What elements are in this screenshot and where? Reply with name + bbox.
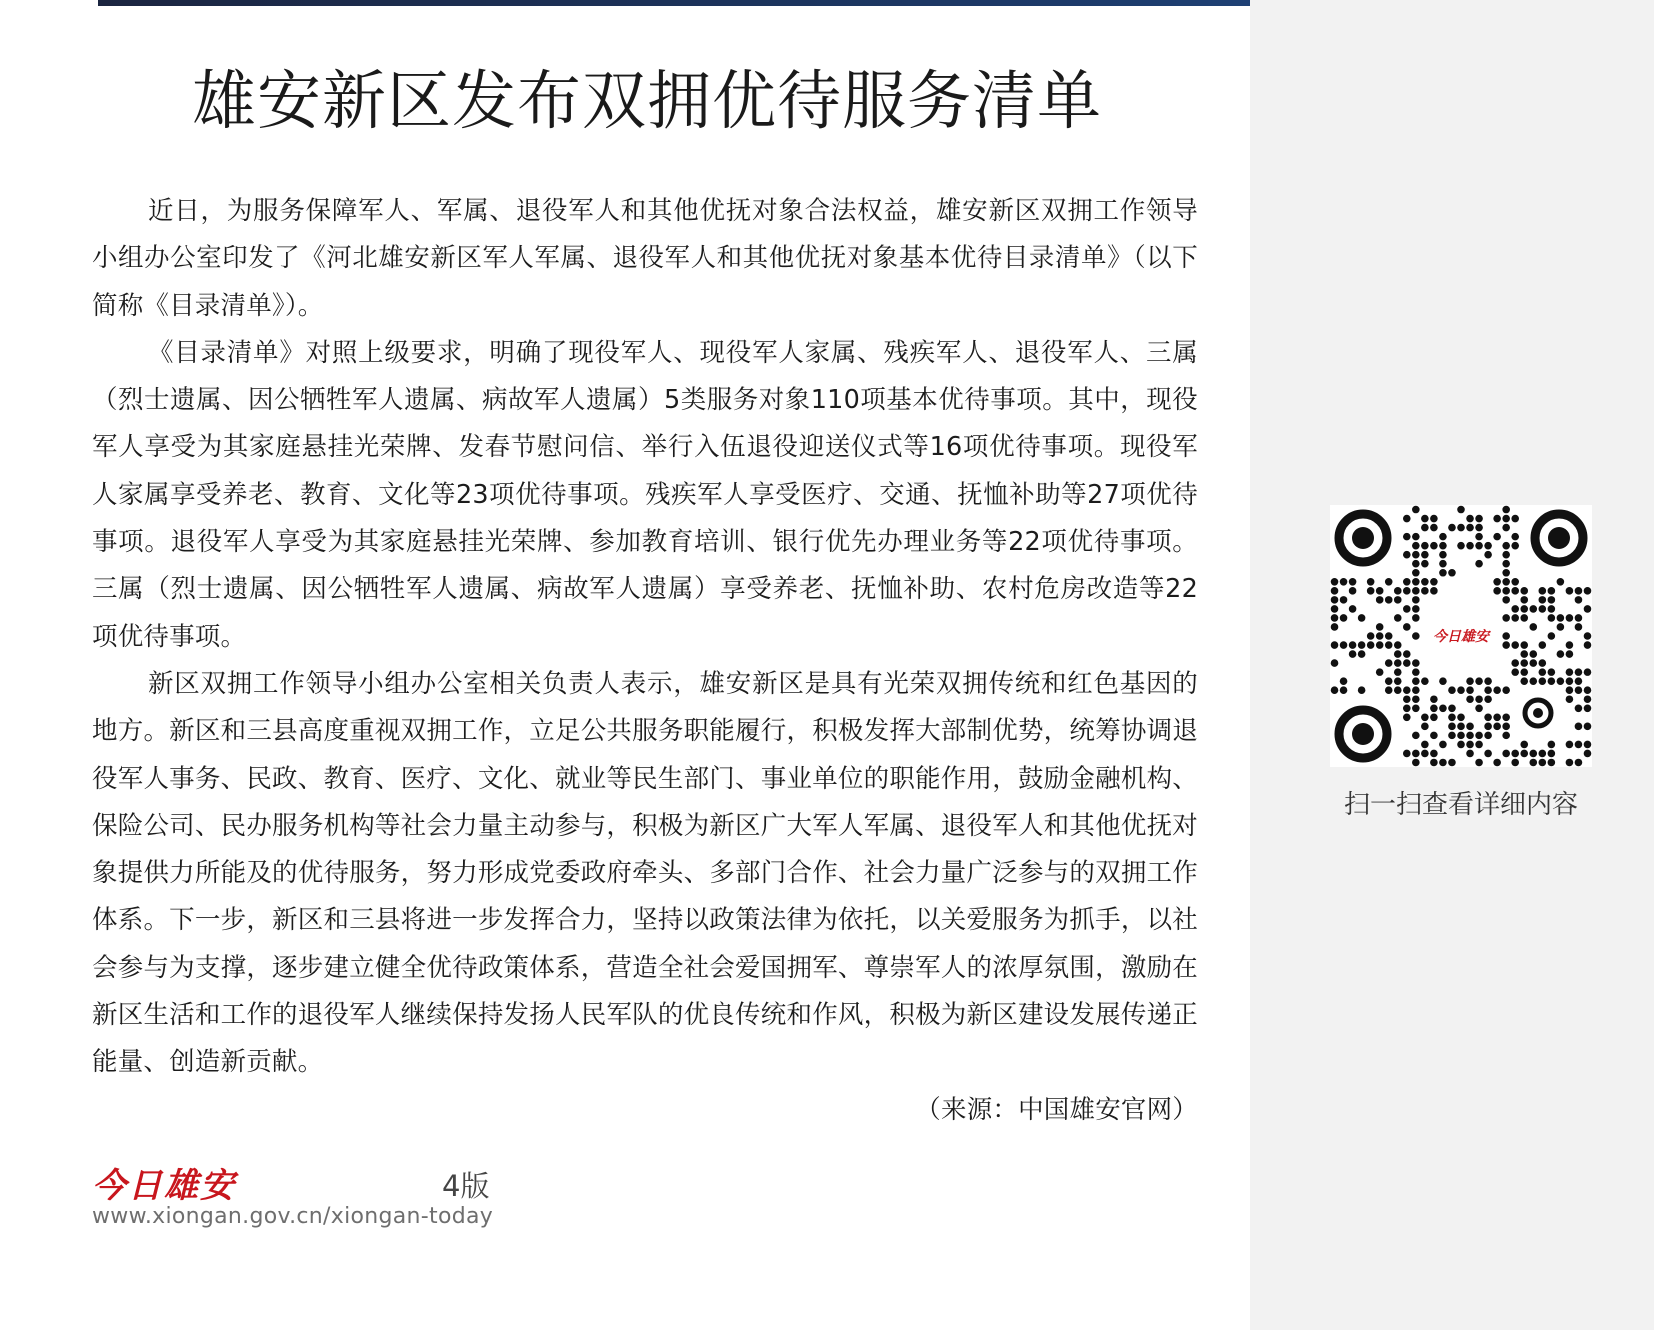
qr-module-dot [1421, 714, 1429, 722]
qr-module-dot [1484, 732, 1492, 740]
qr-module-dot [1520, 596, 1528, 604]
qr-module-dot [1584, 632, 1592, 640]
qr-module-dot [1448, 524, 1456, 532]
qr-module-dot [1539, 641, 1547, 649]
qr-module-dot [1502, 686, 1510, 694]
qr-module-dot [1466, 686, 1474, 694]
qr-module-dot [1448, 704, 1456, 712]
qr-module-dot [1430, 524, 1438, 532]
qr-module-dot [1403, 551, 1411, 559]
qr-module-dot [1575, 759, 1583, 767]
article-paragraph-3: 新区双拥工作领导小组办公室相关负责人表示，雄安新区是具有光荣双拥传统和红色基因的地方。新区和三县高度重视双拥工作，立足公共服务职能履行，积极发挥大部制优势，统筹协调退役军人事务、民政、教育、医疗、文化、就业等民生部门、事业单位的职能作用，鼓励金融机构、保险公司、民办服务机构等社会力量主动参与，积极为新区广大军人军属、退役军人和其他优抚对象提供力所能及的优待服务，努力形成党委政府牵头、多部门合作、社会力量广泛参与的双拥工作体系。下一步，新区和三县将进一步发挥合力，坚持以政策法律为依托，以关爱服务为抓手，以社会参与为支撑，逐步建立健全优待政策体系，营造全社会爱国拥军、尊崇军人的浓厚氛围，激励在新区生活和工作的退役军人继续保持发扬人民军队的优良传统和作风，积极为新区建设发展传递正能量、创造新贡献。 [92, 668, 1198, 1078]
qr-module-dot [1548, 596, 1556, 604]
qr-module-dot [1520, 668, 1528, 676]
qr-module-dot [1502, 750, 1510, 758]
qr-module-dot [1349, 605, 1357, 613]
qr-module-dot [1439, 677, 1447, 685]
qr-module-dot [1331, 659, 1339, 667]
qr-module-dot [1412, 614, 1420, 622]
article-body [92, 188, 1198, 1134]
qr-module-dot [1349, 587, 1357, 595]
qr-module-dot [1340, 578, 1348, 586]
qr-module-dot [1331, 587, 1339, 595]
qr-module-dot [1439, 569, 1447, 577]
qr-module-dot [1502, 587, 1510, 595]
qr-module-dot [1548, 587, 1556, 595]
qr-module-dot [1484, 750, 1492, 758]
qr-module-dot [1575, 668, 1583, 676]
qr-module-dot [1584, 704, 1592, 712]
qr-module-dot [1566, 587, 1574, 595]
qr-module-dot [1412, 732, 1420, 740]
qr-module-dot [1502, 732, 1510, 740]
qr-module-dot [1439, 741, 1447, 749]
article-title: 雄安新区发布双拥优待服务清单 [192, 65, 1102, 139]
qr-module-dot [1421, 560, 1429, 568]
qr-module-dot [1520, 750, 1528, 758]
qr-module-dot [1466, 677, 1474, 685]
qr-module-dot [1331, 641, 1339, 649]
qr-module-dot [1394, 677, 1402, 685]
qr-module-dot [1376, 623, 1384, 631]
qr-module-dot [1340, 614, 1348, 622]
qr-module-dot [1421, 542, 1429, 550]
qr-module-dot [1584, 723, 1592, 731]
qr-module-dot [1412, 704, 1420, 712]
qr-module-dot [1548, 741, 1556, 749]
qr-module-dot [1430, 515, 1438, 523]
qr-module-dot [1584, 587, 1592, 595]
qr-module-dot [1584, 668, 1592, 676]
qr-module-dot [1421, 524, 1429, 532]
qr-module-dot [1385, 596, 1393, 604]
qr-module-dot [1394, 686, 1402, 694]
qr-module-dot [1566, 650, 1574, 658]
qr-module-dot [1475, 515, 1483, 523]
qr-module-dot [1575, 596, 1583, 604]
qr-module-dot [1349, 650, 1357, 658]
qr-module-dot [1584, 641, 1592, 649]
qr-module-dot [1457, 732, 1465, 740]
qr-module-dot [1412, 605, 1420, 613]
qr-module-dot [1511, 578, 1519, 586]
qr-module-dot [1385, 641, 1393, 649]
qr-module-dot [1520, 587, 1528, 595]
qr-module-dot [1403, 695, 1411, 703]
qr-module-dot [1412, 759, 1420, 767]
article-paragraph-2: 《目录清单》对照上级要求，明确了现役军人、现役军人家属、残疾军人、退役军人、三属（烈士遗属、因公牺牲军人遗属、病故军人遗属）5类服务对象110项基本优待事项。其中，现役军人享受为其家庭悬挂光荣牌、发春节慰问信、举行入伍退役迎送仪式等16项优待事项。现役军人家属享受养老、教育、文化等23项优待事项。残疾军人享受医疗、交通、抚恤补助等27项优待事项。退役军人享受为其家庭悬挂光荣牌、参加教育培训、银行优先办理业务等22项优待事项。三属（烈士遗属、因公牺牲军人遗属、病故军人遗属）享受养老、抚恤补助、农村危房改造等22项优待事项。 [92, 337, 1198, 652]
qr-module-dot [1412, 542, 1420, 550]
qr-module-dot [1548, 614, 1556, 622]
qr-module-dot [1421, 750, 1429, 758]
qr-module-dot [1511, 659, 1519, 667]
qr-module-dot [1421, 578, 1429, 586]
qr-module-dot [1376, 641, 1384, 649]
qr-module-dot [1475, 704, 1483, 712]
qr-module-dot [1502, 569, 1510, 577]
qr-module-dot [1566, 759, 1574, 767]
qr-module-dot [1466, 515, 1474, 523]
qr-module-dot [1421, 677, 1429, 685]
qr-module-dot [1430, 759, 1438, 767]
qr-module-dot [1493, 686, 1501, 694]
qr-module-dot [1430, 542, 1438, 550]
qr-module-dot [1403, 659, 1411, 667]
qr-module-dot [1403, 533, 1411, 541]
qr-module-dot [1539, 750, 1547, 758]
qr-module-dot [1394, 596, 1402, 604]
qr-module-dot [1466, 542, 1474, 550]
qr-module-dot [1484, 677, 1492, 685]
qr-module-dot [1421, 587, 1429, 595]
qr-module-dot [1403, 704, 1411, 712]
qr-module-dot [1502, 515, 1510, 523]
qr-module-dot [1385, 578, 1393, 586]
qr-module-dot [1529, 677, 1537, 685]
qr-module-dot [1412, 659, 1420, 667]
qr-module-dot [1439, 551, 1447, 559]
qr-module-dot [1493, 723, 1501, 731]
qr-module-dot [1412, 578, 1420, 586]
qr-module-dot [1403, 515, 1411, 523]
qr-module-dot [1575, 704, 1583, 712]
qr-module-dot [1557, 650, 1565, 658]
qr-module-dot [1412, 506, 1420, 514]
qr-module-dot [1376, 668, 1384, 676]
qr-module-dot [1421, 723, 1429, 731]
qr-module-dot [1493, 714, 1501, 722]
qr-module-dot [1385, 686, 1393, 694]
qr-module-dot [1430, 750, 1438, 758]
qr-module-dot [1439, 542, 1447, 550]
qr-module-dot [1475, 732, 1483, 740]
qr-module-dot [1529, 750, 1537, 758]
qr-module-dot [1358, 641, 1366, 649]
qr-module-dot [1584, 605, 1592, 613]
qr-module-dot [1484, 695, 1492, 703]
qr-module-dot [1557, 614, 1565, 622]
qr-module-dot [1403, 605, 1411, 613]
qr-module-dot [1412, 551, 1420, 559]
qr-module-dot [1520, 605, 1528, 613]
qr-module-dot [1511, 605, 1519, 613]
qr-module-dot [1367, 632, 1375, 640]
qr-module-dot [1475, 695, 1483, 703]
qr-module-dot [1448, 714, 1456, 722]
qr-module-dot [1412, 750, 1420, 758]
qr-module-dot [1412, 695, 1420, 703]
qr-code[interactable] [1330, 505, 1592, 767]
qr-module-dot [1457, 714, 1465, 722]
qr-module-dot [1331, 605, 1339, 613]
qr-module-dot [1529, 605, 1537, 613]
qr-module-dot [1475, 560, 1483, 568]
qr-module-dot [1475, 677, 1483, 685]
qr-module-dot [1475, 741, 1483, 749]
qr-module-dot [1466, 723, 1474, 731]
qr-module-dot [1502, 596, 1510, 604]
qr-module-dot [1421, 551, 1429, 559]
qr-module-dot [1367, 587, 1375, 595]
article-paragraph-1: 近日，为服务保障军人、军属、退役军人和其他优抚对象合法权益，雄安新区双拥工作领导小组办公室印发了《河北雄安新区军人军属、退役军人和其他优抚对象基本优待目录清单》（以下简称《目录清单》）。 [92, 196, 1198, 321]
qr-module-dot [1575, 686, 1583, 694]
qr-module-dot [1340, 596, 1348, 604]
qr-module-dot [1394, 659, 1402, 667]
qr-module-dot [1349, 578, 1357, 586]
qr-module-dot [1557, 623, 1565, 631]
qr-module-dot [1439, 704, 1447, 712]
qr-module-dot [1529, 759, 1537, 767]
qr-module-dot [1412, 677, 1420, 685]
qr-module-dot [1475, 759, 1483, 767]
qr-module-dot [1548, 668, 1556, 676]
qr-module-dot [1448, 723, 1456, 731]
qr-module-dot [1439, 560, 1447, 568]
qr-module-dot [1548, 759, 1556, 767]
qr-module-dot [1511, 533, 1519, 541]
qr-module-dot [1385, 632, 1393, 640]
qr-module-dot [1412, 587, 1420, 595]
qr-module-dot [1484, 686, 1492, 694]
qr-module-dot [1557, 578, 1565, 586]
qr-module-dot [1457, 741, 1465, 749]
qr-module-dot [1331, 596, 1339, 604]
qr-module-dot [1403, 686, 1411, 694]
qr-module-dot [1493, 587, 1501, 595]
qr-module-dot [1448, 686, 1456, 694]
qr-module-dot [1403, 750, 1411, 758]
qr-module-dot [1394, 614, 1402, 622]
qr-module-dot [1484, 542, 1492, 550]
qr-module-dot [1502, 723, 1510, 731]
qr-finder-bottom-left [1339, 710, 1387, 758]
qr-module-dot [1394, 587, 1402, 595]
qr-module-dot [1566, 695, 1574, 703]
qr-module-dot [1511, 759, 1519, 767]
qr-module-dot [1511, 614, 1519, 622]
qr-module-dot [1412, 632, 1420, 640]
qr-module-dot [1502, 632, 1510, 640]
page-footer [92, 1158, 512, 1238]
qr-module-dot [1358, 686, 1366, 694]
qr-module-dot [1511, 542, 1519, 550]
qr-module-dot [1358, 650, 1366, 658]
article-source: （来源：中国雄安官网） [915, 1094, 1198, 1125]
qr-module-dot [1412, 569, 1420, 577]
qr-module-dot [1511, 750, 1519, 758]
qr-module-dot [1394, 650, 1402, 658]
qr-module-dot [1575, 677, 1583, 685]
qr-module-dot [1539, 596, 1547, 604]
qr-module-dot [1403, 623, 1411, 631]
qr-module-dot [1539, 605, 1547, 613]
qr-module-dot [1520, 741, 1528, 749]
qr-module-dot [1548, 750, 1556, 758]
qr-module-dot [1557, 677, 1565, 685]
qr-module-dot [1412, 560, 1420, 568]
qr-module-dot [1520, 677, 1528, 685]
qr-module-dot [1539, 659, 1547, 667]
qr-module-dot [1566, 677, 1574, 685]
footer-url-link[interactable]: www.xiongan.gov.cn/xiongan-today [92, 1204, 494, 1229]
qr-module-dot [1584, 695, 1592, 703]
qr-module-dot [1412, 533, 1420, 541]
qr-module-dot [1421, 515, 1429, 523]
qr-module-dot [1430, 578, 1438, 586]
qr-module-dot [1539, 587, 1547, 595]
qr-module-dot [1502, 714, 1510, 722]
qr-module-dot [1584, 750, 1592, 758]
qr-module-dot [1430, 704, 1438, 712]
qr-module-dot [1466, 750, 1474, 758]
qr-module-dot [1349, 641, 1357, 649]
qr-module-dot [1566, 641, 1574, 649]
qr-module-dot [1475, 533, 1483, 541]
qr-module-dot [1539, 759, 1547, 767]
qr-module-dot [1584, 741, 1592, 749]
qr-module-dot [1520, 659, 1528, 667]
qr-module-dot [1566, 686, 1574, 694]
edition-number: 4版 [442, 1169, 490, 1203]
qr-module-dot [1566, 614, 1574, 622]
qr-module-dot [1412, 686, 1420, 694]
qr-module-dot [1331, 623, 1339, 631]
qr-module-dot [1493, 578, 1501, 586]
qr-module-dot [1412, 668, 1420, 676]
qr-module-dot [1340, 677, 1348, 685]
qr-module-dot [1430, 732, 1438, 740]
qr-module-dot [1575, 723, 1583, 731]
qr-module-dot [1502, 551, 1510, 559]
qr-module-dot [1548, 677, 1556, 685]
qr-module-dot [1385, 677, 1393, 685]
qr-module-dot [1575, 741, 1583, 749]
qr-module-dot [1502, 506, 1510, 514]
qr-module-dot [1484, 714, 1492, 722]
qr-module-dot [1331, 578, 1339, 586]
qr-module-dot [1475, 542, 1483, 550]
qr-module-dot [1457, 686, 1465, 694]
qr-module-dot [1511, 515, 1519, 523]
qr-module-dot [1575, 587, 1583, 595]
qr-module-dot [1502, 641, 1510, 649]
qr-module-dot [1457, 506, 1465, 514]
qr-module-dot [1376, 596, 1384, 604]
qr-finder-top-left [1339, 514, 1387, 562]
qr-module-dot [1439, 759, 1447, 767]
qr-module-dot [1403, 578, 1411, 586]
qr-module-dot [1502, 578, 1510, 586]
qr-module-dot [1331, 614, 1339, 622]
qr-module-dot [1548, 632, 1556, 640]
qr-module-dot [1340, 686, 1348, 694]
qr-alignment-pattern [1525, 700, 1551, 726]
qr-module-dot [1475, 524, 1483, 532]
qr-module-dot [1421, 741, 1429, 749]
qr-module-dot [1493, 533, 1501, 541]
qr-module-dot [1367, 641, 1375, 649]
qr-module-dot [1493, 759, 1501, 767]
qr-module-dot [1539, 677, 1547, 685]
qr-finder-top-right [1535, 514, 1583, 562]
qr-module-dot [1566, 668, 1574, 676]
qr-module-dot [1376, 632, 1384, 640]
qr-module-dot [1529, 659, 1537, 667]
qr-module-dot [1430, 587, 1438, 595]
qr-module-dot [1511, 668, 1519, 676]
qr-module-dot [1466, 695, 1474, 703]
qr-module-dot [1448, 732, 1456, 740]
qr-module-dot [1502, 614, 1510, 622]
qr-module-dot [1412, 596, 1420, 604]
qr-module-dot [1493, 515, 1501, 523]
qr-module-dot [1340, 641, 1348, 649]
qr-module-dot [1529, 623, 1537, 631]
qr-module-dot [1511, 641, 1519, 649]
qr-module-dot [1367, 578, 1375, 586]
qr-module-dot [1394, 641, 1402, 649]
qr-module-dot [1448, 759, 1456, 767]
qr-module-dot [1394, 668, 1402, 676]
qr-module-dot [1520, 641, 1528, 649]
qr-module-dot [1548, 605, 1556, 613]
qr-module-dot [1430, 714, 1438, 722]
qr-module-dot [1457, 542, 1465, 550]
qr-module-dot [1430, 695, 1438, 703]
qr-module-dot [1502, 560, 1510, 568]
newspaper-logo: 今日雄安 [92, 1166, 236, 1206]
qr-module-dot [1403, 650, 1411, 658]
qr-module-dot [1511, 587, 1519, 595]
qr-module-dot [1358, 614, 1366, 622]
qr-module-dot [1403, 587, 1411, 595]
qr-module-dot [1376, 587, 1384, 595]
qr-center-logo: 今日雄安 [1428, 603, 1494, 669]
qr-module-dot [1466, 524, 1474, 532]
qr-module-dot [1466, 732, 1474, 740]
qr-module-dot [1529, 650, 1537, 658]
qr-module-dot [1439, 533, 1447, 541]
qr-module-dot [1385, 659, 1393, 667]
qr-module-dot [1457, 524, 1465, 532]
qr-module-dot [1403, 714, 1411, 722]
qr-module-dot [1520, 614, 1528, 622]
qr-module-dot [1584, 686, 1592, 694]
qr-module-dot [1466, 741, 1474, 749]
qr-module-dot [1448, 569, 1456, 577]
qr-module-dot [1331, 686, 1339, 694]
qr-module-dot [1520, 650, 1528, 658]
qr-caption: 扫一扫查看详细内容 [1343, 790, 1578, 820]
qr-module-dot [1575, 614, 1583, 622]
qr-module-dot [1502, 542, 1510, 550]
qr-module-dot [1539, 668, 1547, 676]
qr-module-dot [1484, 551, 1492, 559]
qr-module-dot [1502, 524, 1510, 532]
qr-module-dot [1484, 723, 1492, 731]
qr-module-dot [1457, 723, 1465, 731]
qr-module-dot [1566, 741, 1574, 749]
qr-module-dot [1575, 623, 1583, 631]
